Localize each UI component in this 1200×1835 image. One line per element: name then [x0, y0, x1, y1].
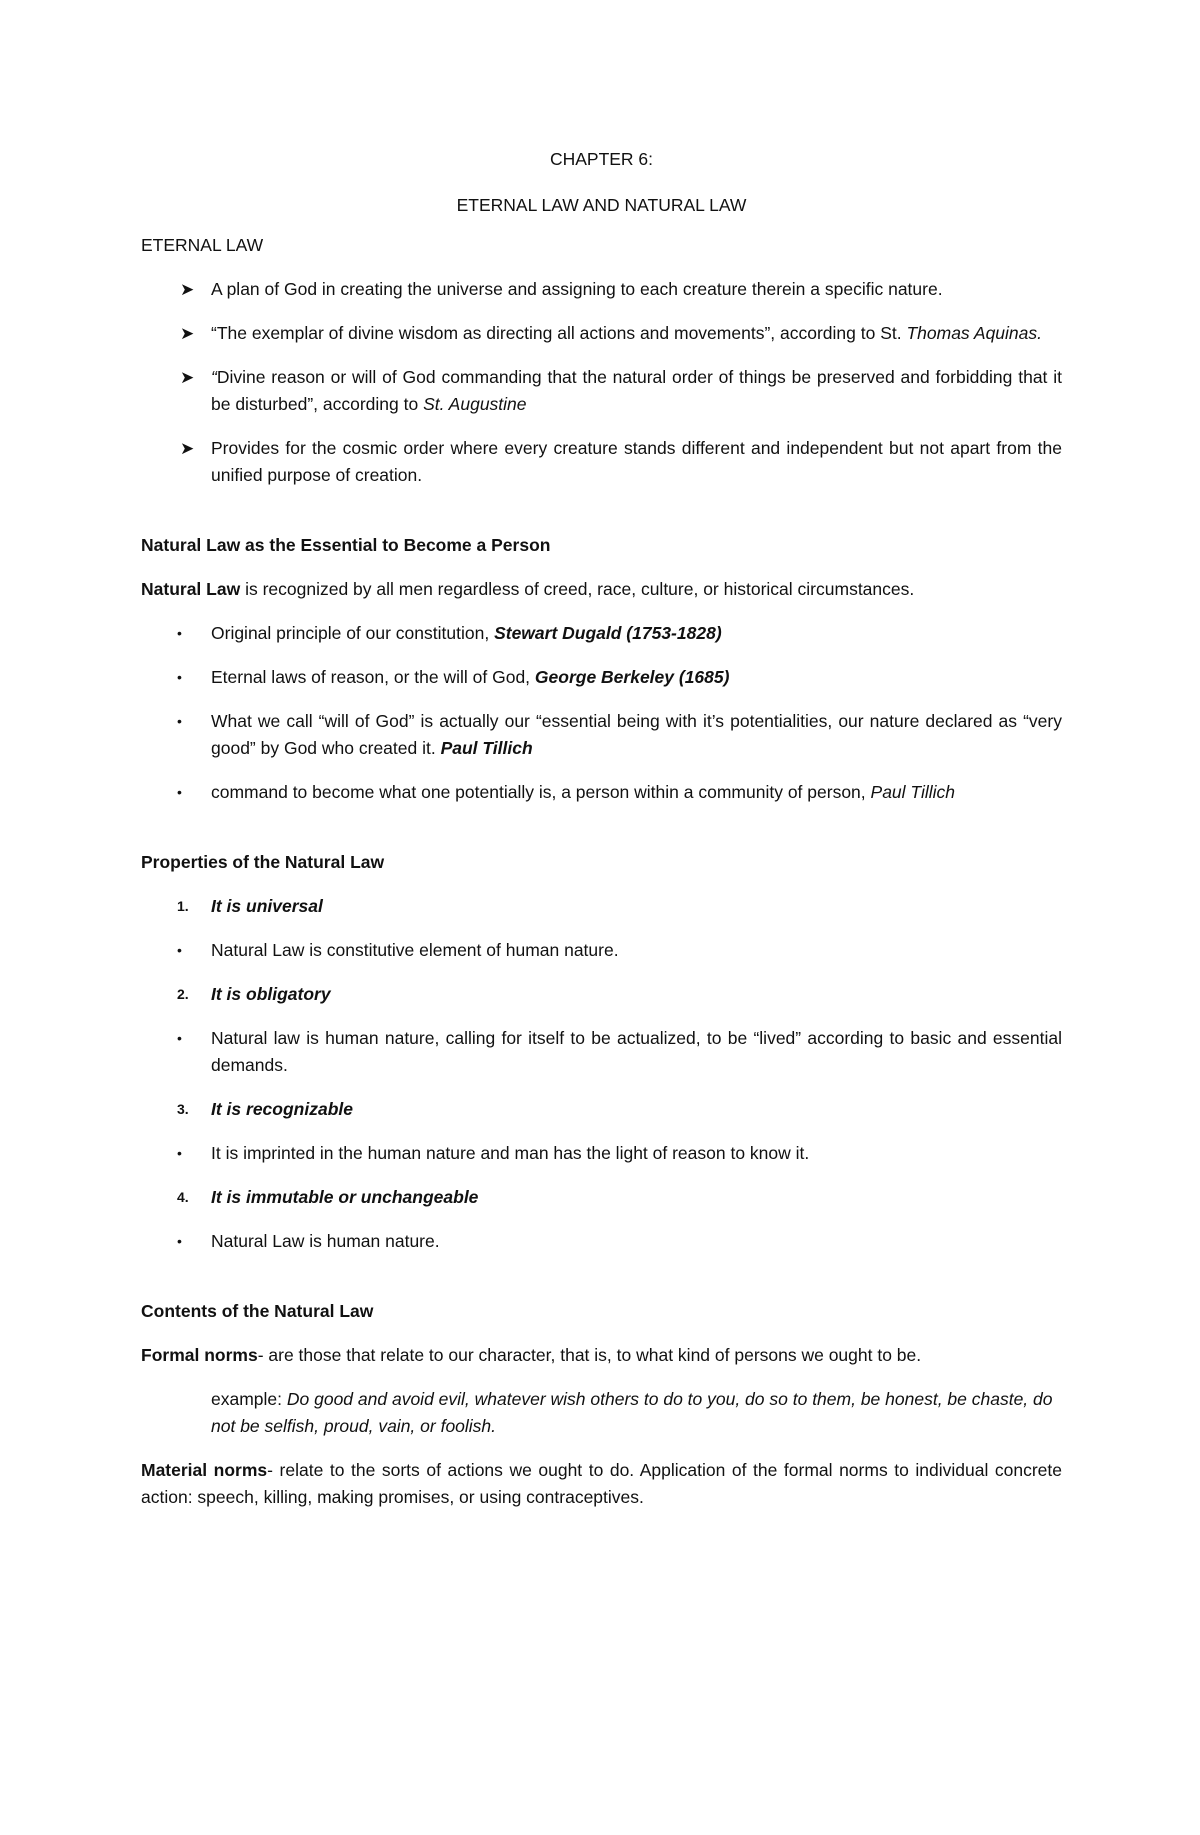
example-paragraph: example: Do good and avoid evil, whatever wish others to do to you, do so to them, be honest, be chaste, do not be selfish, proud, vain, or foolish. — [211, 1389, 1053, 1436]
bullet-icon: • — [177, 1030, 182, 1046]
bullet-icon: • — [177, 1145, 182, 1161]
arrow-bullet-icon: ➤ — [180, 439, 195, 458]
arrow-bullet-icon: ➤ — [180, 324, 195, 343]
bullet-icon: • — [177, 713, 182, 729]
bullet-icon: • — [177, 625, 182, 641]
arrow-bullet-icon: ➤ — [180, 368, 195, 387]
chapter-subtitle: ETERNAL LAW AND NATURAL LAW — [456, 195, 747, 215]
natural-law-intro: Natural Law is recognized by all men regardless of creed, race, culture, or historical circumstances. — [141, 579, 915, 599]
natural-law-person-list — [141, 620, 1062, 806]
eternal-law-heading: ETERNAL LAW — [141, 235, 264, 255]
bullet-icon: • — [177, 669, 182, 685]
list-item: • command to become what one potentially is, a person within a community of person, Paul Tillich — [141, 779, 1062, 806]
material-norms-paragraph: Material norms- relate to the sorts of actions we ought to do. Application of the formal norms to individual concrete action: speech, killing, making promises, or using contraceptives. — [141, 1460, 1062, 1507]
properties-list — [141, 893, 1062, 1255]
bullet-icon: • — [177, 784, 182, 800]
property-title: 2. It is obligatory — [177, 984, 331, 1004]
formal-norms-paragraph: Formal norms- are those that relate to our character, that is, to what kind of persons we ought to be. — [141, 1345, 922, 1365]
list-item: • Eternal laws of reason, or the will of God, George Berkeley (1685) — [141, 664, 1062, 691]
eternal-law-list — [141, 276, 1062, 489]
bullet-icon: • — [177, 1233, 182, 1249]
property-title: 4. It is immutable or unchangeable — [177, 1187, 479, 1207]
list-item: ➤ Provides for the cosmic order where every creature stands different and independent but not apart from the unified purpose of creation. — [141, 435, 1062, 489]
list-item: ➤ A plan of God in creating the universe and assigning to each creature therein a specific nature. — [141, 276, 1062, 303]
chapter-title: CHAPTER 6: — [549, 149, 654, 169]
property-desc: • Natural Law is human nature. — [141, 1228, 1062, 1255]
list-item: • What we call “will of God” is actually our “essential being with it’s potentialities, our nature declared as “very good” by God who created it. Paul Tillich — [141, 708, 1062, 762]
property-desc: • Natural Law is constitutive element of human nature. — [141, 937, 1062, 964]
arrow-bullet-icon: ➤ — [180, 280, 195, 299]
contents-heading: Contents of the Natural Law — [141, 1301, 374, 1321]
property-desc: • Natural law is human nature, calling for itself to be actualized, to be “lived” according to basic and essential demands. — [141, 1025, 1062, 1079]
property-title: 1. It is universal — [177, 896, 323, 916]
property-title: 3. It is recognizable — [177, 1099, 353, 1119]
list-item: ➤ “The exemplar of divine wisdom as directing all actions and movements”, according to St. Thomas Aquinas. — [141, 320, 1062, 347]
bullet-icon: • — [177, 942, 182, 958]
list-item: • Original principle of our constitution, Stewart Dugald (1753-1828) — [141, 620, 1062, 647]
natural-law-person-heading: Natural Law as the Essential to Become a Person — [141, 535, 551, 555]
property-desc: • It is imprinted in the human nature and man has the light of reason to know it. — [141, 1140, 1062, 1167]
properties-heading: Properties of the Natural Law — [141, 852, 385, 872]
list-item: ➤ “Divine reason or will of God commanding that the natural order of things be preserved and forbidding that it be disturbed”, according to St. Augustine — [141, 364, 1062, 418]
